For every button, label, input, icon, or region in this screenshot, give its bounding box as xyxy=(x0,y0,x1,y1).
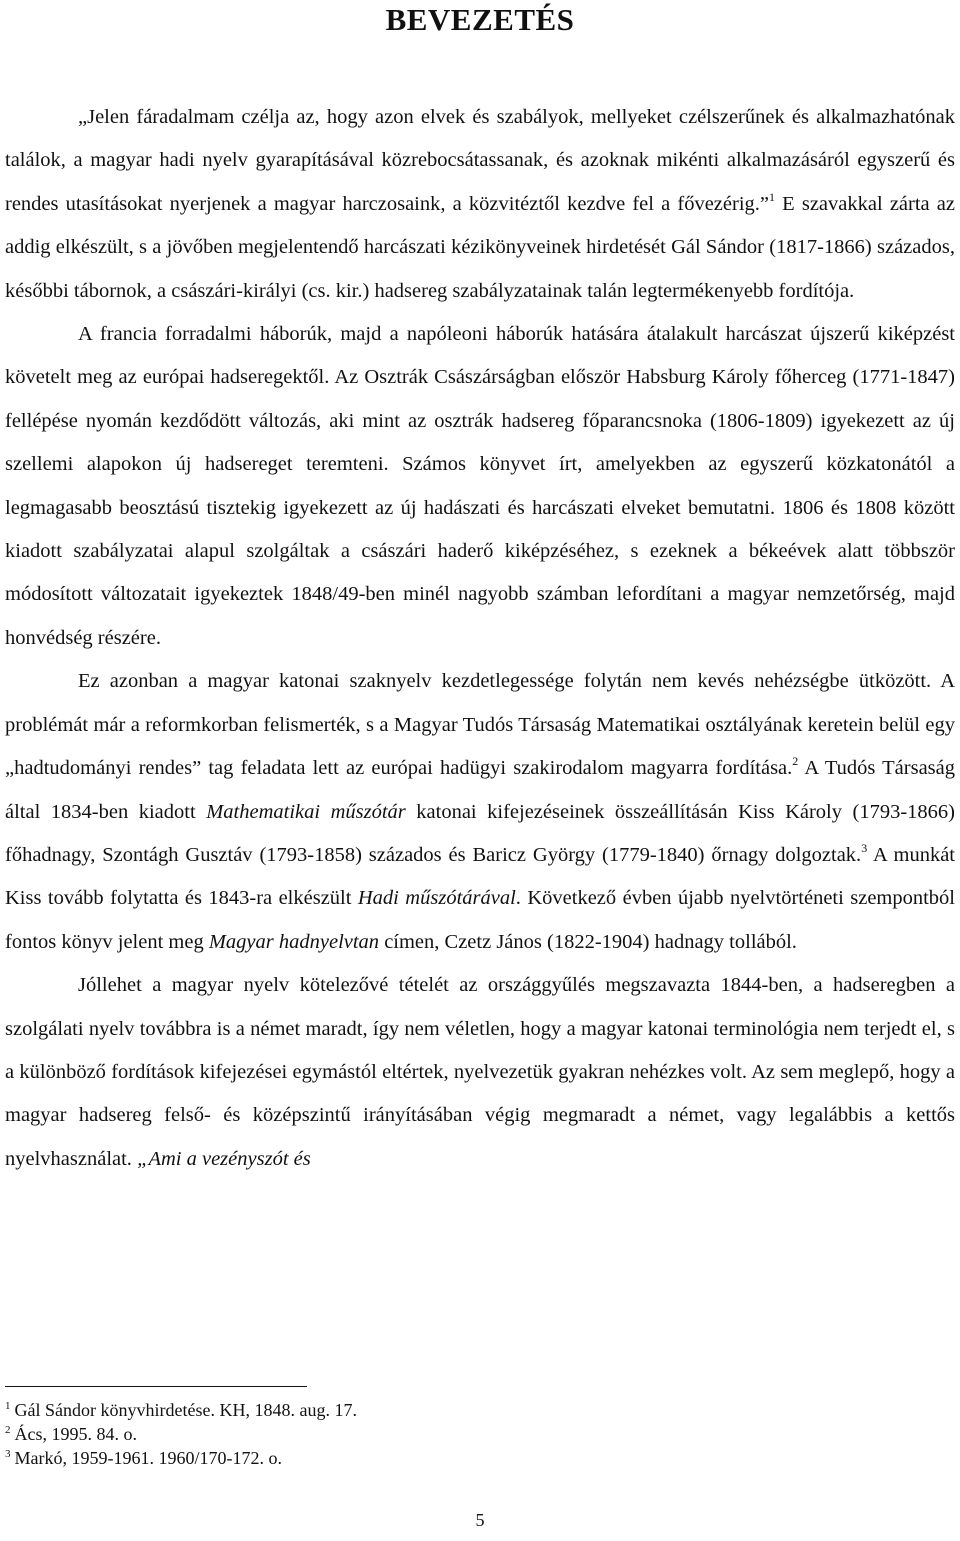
footnote-separator xyxy=(5,1386,307,1387)
text-run: címen, Czetz János (1822-1904) hadnagy tollából. xyxy=(379,930,797,953)
text-run: „Jelen fáradalmam czélja az, hogy azon elvek és szabályok, mellyeket czélszerűnek és alkalmazhatónak találok, a magyar hadi nyelv gyarapításával közrebocsátassanak, és azoknak mikénti alkalmazásáról egyszerű és rendes utasításokat nyerjenek a magyar harczosaink, a közvitéztől kezdve fel a fővezérig.” xyxy=(5,106,955,215)
text-run: Ez azonban a magyar katonai szaknyelv kezdetlegessége folytán nem kevés nehézségbe ütközött. A problémát már a reformkorban felismerték, s a Magyar Tudós Társaság Matematikai osztályának keretein belül egy „hadtudományi rendes” tag feladata lett az európai hadügyi szakirodalom magyarra fordítása. xyxy=(5,670,955,780)
page-number: 5 xyxy=(475,1510,485,1530)
italic-text: Magyar hadnyelvtan xyxy=(208,930,380,953)
text-run: A francia forradalmi háborúk, majd a napóleoni háborúk hatására átalakult harcászat újszerű kiképzést követelt meg az európai hadseregektől. Az Osztrák Császárságban először Habsburg Károly főherceg (1771-1847) fellépése nyomán kezdődött változás, aki mint az osztrák hadsereg főparancsnoka (1806-1809) igyekezett az új szellemi alapokon új hadsereget teremteni. Számos könyvet írt, amelyekben az egyszerű közkatonától a legmagasabb beosztású tisztekig igyekezett az új hadászati és harcászati elveket bemutatni. 1806 és 1808 között kiadott szabályzatai alapul szolgáltak a császári haderő kiképzéséhez, s ezeknek a békeévek alatt többször módosított változatait igyekeztek 1848/49-ben minél nagyobb számban lefordítani a magyar nemzetőrség, majd honvédség részére. xyxy=(5,323,955,649)
paragraph xyxy=(5,313,955,660)
footnote-text: Gál Sándor könyvhirdetése. KH, 1848. aug. 17. xyxy=(14,1400,357,1420)
text-run: . Következő évben újabb nyelvtörténeti szempontból fontos könyv jelent meg xyxy=(5,887,956,953)
body-text xyxy=(5,96,955,1181)
page-title: BEVEZETÉS xyxy=(385,2,575,37)
footnote-reference: 3 xyxy=(861,840,868,855)
italic-text: Hadi műszótárával xyxy=(357,887,516,910)
footnote-number: 1 xyxy=(5,1400,11,1412)
paragraph xyxy=(5,964,955,1181)
text-run: A Tudós Társaság által 1834-ben kiadott xyxy=(5,757,956,823)
footnote-text: Ács, 1995. 84. o. xyxy=(14,1424,137,1444)
footnote-number: 3 xyxy=(5,1448,11,1460)
footnote-text: Markó, 1959-1961. 1960/170-172. o. xyxy=(14,1448,282,1468)
footnote xyxy=(5,1446,905,1470)
text-run: A munkát Kiss tovább folytatta és 1843-ra elkészült xyxy=(5,843,955,910)
footnotes xyxy=(5,1398,905,1470)
text-run: katonai kifejezéseinek összeállításán Kiss Károly (1793-1866) főhadnagy, Szontágh Gusztáv (1793-1858) százados és Baricz György (1779-1840) őrnagy dolgoztak. xyxy=(5,800,955,866)
footnote xyxy=(5,1422,905,1446)
paragraph xyxy=(5,96,955,313)
italic-text: „Ami a vezényszót és xyxy=(137,1147,311,1170)
paragraph xyxy=(5,660,955,964)
footnote-reference: 1 xyxy=(769,189,776,204)
text-run: Jóllehet a magyar nyelv kötelezővé tételét az országgyűlés megszavazta 1844-ben, a hadseregben a szolgálati nyelv továbbra is a német maradt, így nem véletlen, hogy a magyar katonai terminológia nem terjedt el, s a különböző fordítások kifejezései egymástól eltértek, nyelvezetük gyakran nehézkes volt. Az sem meglepő, hogy a magyar hadsereg felső- és középszintű irányításában végig megmaradt a német, vagy legalábbis a kettős nyelvhasználat. xyxy=(5,974,955,1170)
footnote-number: 2 xyxy=(5,1424,11,1436)
italic-text: Mathematikai műszótár xyxy=(206,800,406,823)
footnote-reference: 2 xyxy=(792,754,799,769)
footnote xyxy=(5,1398,905,1422)
text-run: E szavakkal zárta az addig elkészült, s a jövőben megjelentendő harcászati kézikönyveinek hirdetését Gál Sándor (1817-1866) százados, későbbi tábornok, a császári-királyi (cs. kir.) hadsereg szabályzatainak talán legtermékenyebb fordítója. xyxy=(5,192,956,302)
